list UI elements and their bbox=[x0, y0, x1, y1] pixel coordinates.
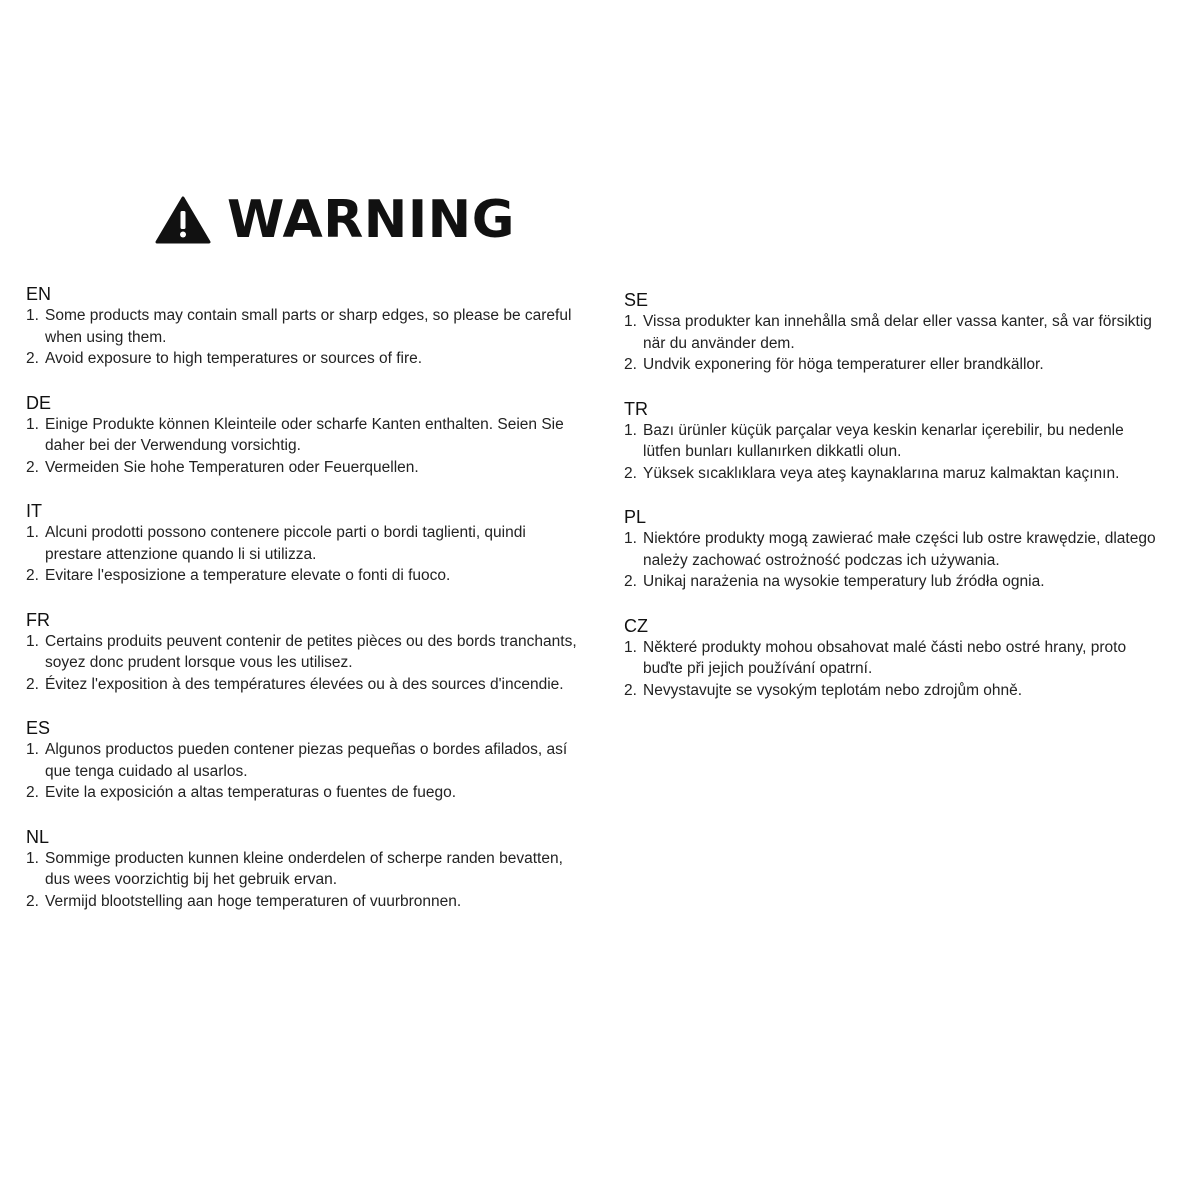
warning-item bbox=[624, 311, 1184, 354]
warning-list bbox=[624, 528, 1184, 593]
warning-list bbox=[26, 305, 596, 370]
warning-item bbox=[624, 354, 1184, 376]
language-section-pl bbox=[624, 506, 1184, 593]
language-section-cz bbox=[624, 615, 1184, 702]
item-number: 1. bbox=[26, 307, 39, 324]
item-number: 1. bbox=[624, 313, 637, 330]
item-text: Evite la exposición a altas temperaturas o fuentes de fuego. bbox=[45, 784, 456, 801]
item-text: Algunos productos pueden contener piezas pequeñas o bordes afilados, así que tenga cuidado al usarlos. bbox=[45, 741, 568, 780]
warning-item bbox=[26, 414, 596, 457]
item-number: 1. bbox=[26, 632, 39, 650]
item-text: Bazı ürünler küçük parçalar veya keskin kenarlar içerebilir, bu nedenle lütfen bunları kullanırken dikkatli olun. bbox=[643, 421, 1124, 460]
warning-item bbox=[26, 305, 596, 348]
warning-item bbox=[26, 891, 596, 913]
language-section-fr bbox=[26, 609, 596, 696]
warning-item bbox=[26, 674, 596, 696]
item-number: 1. bbox=[26, 524, 39, 541]
language-section-se bbox=[624, 289, 1184, 376]
warning-list bbox=[26, 631, 596, 696]
item-number: 1. bbox=[624, 530, 637, 547]
warning-list bbox=[26, 739, 596, 804]
item-text: Undvik exponering för höga temperaturer eller brandkällor. bbox=[643, 356, 1044, 373]
language-code: TR bbox=[624, 398, 648, 419]
language-code: IT bbox=[26, 501, 42, 521]
language-section-tr bbox=[624, 398, 1184, 485]
language-code: EN bbox=[26, 284, 52, 304]
warning-item bbox=[624, 680, 1184, 702]
warning-item bbox=[26, 565, 596, 587]
item-number: 1. bbox=[26, 415, 39, 433]
warning-item bbox=[26, 631, 596, 674]
item-number: 1. bbox=[26, 741, 39, 758]
warning-list bbox=[624, 637, 1184, 702]
item-number: 2. bbox=[26, 675, 39, 693]
warning-list bbox=[26, 848, 596, 913]
warning-item bbox=[26, 522, 596, 565]
warning-item bbox=[26, 457, 596, 479]
item-number: 2. bbox=[26, 892, 39, 910]
warning-triangle-icon bbox=[155, 195, 211, 245]
item-text: Certains produits peuvent contenir de petites pièces ou des bords tranchants, soyez donc prudent lorsque vous les utilisez. bbox=[45, 632, 577, 671]
language-section-de bbox=[26, 392, 596, 479]
item-text: Avoid exposure to high temperatures or sources of fire. bbox=[45, 350, 423, 367]
warning-list bbox=[624, 311, 1184, 376]
right-column bbox=[624, 289, 1184, 723]
warning-item bbox=[624, 528, 1184, 571]
item-text: Vermijd blootstelling aan hoge temperaturen of vuurbronnen. bbox=[45, 892, 462, 910]
item-number: 2. bbox=[26, 567, 39, 584]
item-number: 2. bbox=[26, 350, 39, 367]
item-text: Some products may contain small parts or sharp edges, so please be careful when using them. bbox=[45, 307, 572, 346]
language-code: NL bbox=[26, 826, 50, 847]
item-number: 1. bbox=[624, 421, 637, 439]
warning-item bbox=[624, 420, 1184, 463]
left-column bbox=[26, 283, 596, 934]
item-text: Vissa produkter kan innehålla små delar eller vassa kanter, så var försiktig när du använder dem. bbox=[643, 313, 1152, 352]
warning-item bbox=[624, 637, 1184, 680]
warning-item bbox=[26, 348, 596, 370]
item-number: 2. bbox=[624, 681, 637, 699]
warning-item bbox=[624, 571, 1184, 593]
item-text: Sommige producten kunnen kleine onderdelen of scherpe randen bevatten, dus wees voorzichtig bij het gebruik ervan. bbox=[45, 849, 563, 888]
warning-header bbox=[155, 190, 515, 250]
item-text: Évitez l'exposition à des températures élevées ou à des sources d'incendie. bbox=[45, 675, 564, 693]
item-text: Niektóre produkty mogą zawierać małe części lub ostre krawędzie, dlatego należy zachować ostrożność podczas ich używania. bbox=[643, 530, 1156, 569]
item-text: Yüksek sıcaklıklara veya ateş kaynaklarına maruz kalmaktan kaçının. bbox=[643, 464, 1120, 482]
language-section-en bbox=[26, 283, 596, 370]
item-text: Vermeiden Sie hohe Temperaturen oder Feuerquellen. bbox=[45, 458, 419, 476]
language-code: DE bbox=[26, 392, 52, 413]
item-number: 2. bbox=[26, 458, 39, 476]
item-number: 2. bbox=[624, 464, 637, 482]
language-section-es bbox=[26, 717, 596, 804]
warning-list bbox=[26, 522, 596, 587]
item-number: 1. bbox=[26, 849, 39, 867]
warning-item bbox=[26, 782, 596, 804]
item-number: 1. bbox=[624, 638, 637, 656]
warning-item bbox=[26, 739, 596, 782]
warning-item bbox=[26, 848, 596, 891]
warning-list bbox=[624, 420, 1184, 485]
item-text: Některé produkty mohou obsahovat malé části nebo ostré hrany, proto buďte při jejich používání opatrní. bbox=[643, 638, 1127, 677]
warning-title: WARNING bbox=[227, 190, 515, 250]
item-text: Unikaj narażenia na wysokie temperatury lub źródła ognia. bbox=[643, 573, 1045, 590]
language-code: PL bbox=[624, 507, 647, 527]
language-code: FR bbox=[26, 609, 50, 630]
item-number: 2. bbox=[624, 573, 637, 590]
warning-item bbox=[624, 463, 1184, 485]
item-text: Einige Produkte können Kleinteile oder scharfe Kanten enthalten. Seien Sie daher bei der Verwendung vorsichtig. bbox=[45, 415, 564, 454]
language-section-nl bbox=[26, 826, 596, 913]
warning-list bbox=[26, 414, 596, 479]
item-number: 2. bbox=[624, 356, 637, 373]
language-code: ES bbox=[26, 718, 51, 738]
item-text: Nevystavujte se vysokým teplotám nebo zdrojům ohně. bbox=[643, 681, 1023, 699]
item-text: Alcuni prodotti possono contenere piccole parti o bordi taglienti, quindi prestare attenzione quando li si utilizza. bbox=[45, 524, 526, 563]
item-text: Evitare l'esposizione a temperature elevate o fonti di fuoco. bbox=[45, 567, 451, 584]
language-section-it bbox=[26, 500, 596, 587]
language-code: SE bbox=[624, 290, 649, 310]
item-number: 2. bbox=[26, 784, 39, 801]
language-code: CZ bbox=[624, 615, 648, 636]
